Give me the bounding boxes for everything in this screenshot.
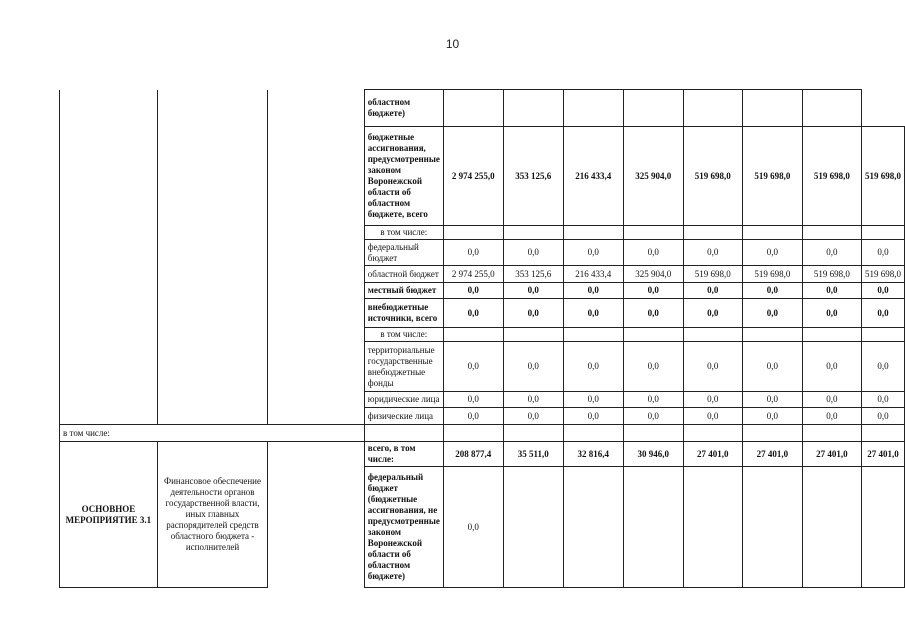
empty-cell [268, 342, 365, 392]
value-cell: 0,0 [862, 240, 905, 266]
empty-cell [268, 442, 365, 588]
value-cell [503, 226, 563, 240]
value-cell [683, 328, 742, 342]
value-cell: 32 816,4 [563, 442, 623, 467]
table-row [60, 408, 905, 425]
value-cell: 0,0 [563, 392, 623, 408]
value-cell: 27 401,0 [683, 442, 742, 467]
empty-cell [157, 127, 267, 226]
row-label: бюджетные ассигнования, предусмотренные законом Воронежской области об областном бюджете, всего [364, 127, 443, 226]
row-label: внебюджетные источники, всего [364, 299, 443, 328]
value-cell: 0,0 [443, 408, 503, 425]
table-row [60, 283, 905, 299]
value-cell: 0,0 [623, 408, 683, 425]
value-cell [503, 425, 563, 442]
value-cell: 0,0 [443, 240, 503, 266]
empty-cell [157, 266, 267, 283]
value-cell [802, 425, 861, 442]
value-cell: 0,0 [683, 342, 742, 392]
empty-cell [157, 408, 267, 425]
value-cell: 325 904,0 [623, 127, 683, 226]
value-cell: 208 877,4 [443, 442, 503, 467]
empty-cell [268, 127, 365, 226]
table-row [60, 226, 905, 240]
empty-cell [268, 240, 365, 266]
value-cell: 0,0 [683, 408, 742, 425]
empty-cell [268, 226, 365, 240]
row-label: территориальные государственные внебюджетные фонды [364, 342, 443, 392]
value-cell [443, 425, 503, 442]
value-cell: 0,0 [802, 240, 861, 266]
value-cell [623, 328, 683, 342]
value-cell [443, 90, 503, 127]
empty-cell [60, 90, 158, 127]
value-cell [563, 90, 623, 127]
empty-cell [60, 240, 158, 266]
empty-cell [60, 299, 158, 328]
row-label: федеральный бюджет [364, 240, 443, 266]
empty-cell [157, 328, 267, 342]
table-row [60, 392, 905, 408]
empty-cell [268, 425, 365, 442]
value-cell: 0,0 [742, 299, 802, 328]
value-cell: 353 125,6 [503, 266, 563, 283]
empty-cell [60, 266, 158, 283]
value-cell: 519 698,0 [862, 127, 905, 226]
empty-cell [268, 90, 365, 127]
value-cell [623, 226, 683, 240]
value-cell: 0,0 [742, 408, 802, 425]
value-cell [802, 90, 861, 127]
row-label: в том числе: [364, 226, 443, 240]
including-label: в том числе: [60, 425, 268, 442]
value-cell: 27 401,0 [802, 442, 861, 467]
value-cell: 0,0 [563, 342, 623, 392]
empty-cell [157, 299, 267, 328]
empty-cell [157, 283, 267, 299]
value-cell: 27 401,0 [862, 442, 905, 467]
row-label: местный бюджет [364, 283, 443, 299]
value-cell: 0,0 [503, 408, 563, 425]
value-cell: 0,0 [443, 392, 503, 408]
value-cell: 0,0 [503, 392, 563, 408]
value-cell: 0,0 [742, 283, 802, 299]
value-cell [862, 328, 905, 342]
value-cell: 0,0 [862, 299, 905, 328]
row-label: областном бюджете) [364, 90, 443, 127]
value-cell: 519 698,0 [742, 127, 802, 226]
value-cell: 519 698,0 [802, 127, 861, 226]
value-cell: 0,0 [623, 392, 683, 408]
value-cell: 0,0 [742, 240, 802, 266]
empty-cell [268, 328, 365, 342]
table-row [60, 127, 905, 226]
value-cell: 2 974 255,0 [443, 266, 503, 283]
value-cell [563, 328, 623, 342]
empty-cell [364, 425, 443, 442]
value-cell [683, 226, 742, 240]
empty-cell [157, 392, 267, 408]
row-label: федеральный бюджет (бюджетные ассигнования, не предусмотренные законом Воронежской области об областном бюджете) [364, 467, 443, 588]
table-row [60, 425, 905, 442]
value-cell [563, 425, 623, 442]
row-label: физические лица [364, 408, 443, 425]
value-cell [443, 226, 503, 240]
value-cell [683, 425, 742, 442]
row-label: юридические лица [364, 392, 443, 408]
empty-cell [60, 283, 158, 299]
value-cell: 0,0 [742, 392, 802, 408]
value-cell [503, 328, 563, 342]
empty-cell [60, 226, 158, 240]
empty-cell [60, 408, 158, 425]
value-cell [503, 467, 563, 588]
value-cell: 0,0 [862, 408, 905, 425]
page-number: 10 [445, 37, 460, 51]
value-cell: 0,0 [563, 283, 623, 299]
value-cell [683, 467, 742, 588]
value-cell: 0,0 [802, 342, 861, 392]
value-cell: 0,0 [503, 283, 563, 299]
value-cell: 0,0 [862, 392, 905, 408]
value-cell: 0,0 [503, 240, 563, 266]
value-cell [802, 328, 861, 342]
value-cell: 0,0 [802, 408, 861, 425]
value-cell: 0,0 [862, 342, 905, 392]
table-row [60, 240, 905, 266]
value-cell [563, 467, 623, 588]
empty-cell [268, 283, 365, 299]
value-cell [623, 425, 683, 442]
value-cell [862, 226, 905, 240]
table-row [60, 442, 905, 467]
budget-table [59, 89, 905, 588]
value-cell: 325 904,0 [623, 266, 683, 283]
value-cell: 0,0 [623, 299, 683, 328]
value-cell [862, 467, 905, 588]
value-cell [862, 425, 905, 442]
value-cell: 0,0 [802, 392, 861, 408]
value-cell: 0,0 [563, 240, 623, 266]
value-cell: 0,0 [443, 283, 503, 299]
value-cell: 519 698,0 [683, 266, 742, 283]
value-cell: 216 433,4 [563, 266, 623, 283]
empty-cell [60, 328, 158, 342]
value-cell: 0,0 [802, 299, 861, 328]
value-cell [802, 226, 861, 240]
value-cell [563, 226, 623, 240]
value-cell: 35 511,0 [503, 442, 563, 467]
value-cell: 0,0 [683, 240, 742, 266]
value-cell: 353 125,6 [503, 127, 563, 226]
value-cell: 519 698,0 [802, 266, 861, 283]
table-row [60, 342, 905, 392]
row-label: всего, в том числе: [364, 442, 443, 467]
value-cell: 0,0 [563, 299, 623, 328]
value-cell: 27 401,0 [742, 442, 802, 467]
empty-cell [157, 342, 267, 392]
row-label: в том числе: [364, 328, 443, 342]
table-row [60, 266, 905, 283]
value-cell: 0,0 [503, 299, 563, 328]
table-row [60, 299, 905, 328]
value-cell [683, 90, 742, 127]
value-cell: 0,0 [563, 408, 623, 425]
value-cell: 0,0 [503, 342, 563, 392]
empty-cell [60, 127, 158, 226]
value-cell [742, 425, 802, 442]
table-row [60, 328, 905, 342]
row-label: областной бюджет [364, 266, 443, 283]
value-cell: 0,0 [623, 342, 683, 392]
value-cell [623, 467, 683, 588]
empty-cell [268, 299, 365, 328]
value-cell: 0,0 [623, 283, 683, 299]
empty-cell [157, 226, 267, 240]
value-cell [503, 90, 563, 127]
value-cell: 0,0 [443, 467, 503, 588]
value-cell [742, 90, 802, 127]
value-cell [742, 226, 802, 240]
value-cell: 519 698,0 [862, 266, 905, 283]
value-cell: 0,0 [443, 342, 503, 392]
empty-cell [157, 90, 267, 127]
value-cell: 0,0 [623, 240, 683, 266]
empty-cell [268, 408, 365, 425]
value-cell [623, 90, 683, 127]
table-row [60, 90, 905, 127]
empty-cell [157, 240, 267, 266]
empty-cell [60, 342, 158, 392]
value-cell [443, 328, 503, 342]
main-event-description: Финансовое обеспечение деятельности органов государственной власти, иных главных распорядителей средств областного бюджета - исполнителей [157, 442, 267, 588]
main-event-title: ОСНОВНОЕ МЕРОПРИЯТИЕ 3.1 [60, 442, 158, 588]
value-cell: 0,0 [802, 283, 861, 299]
value-cell: 2 974 255,0 [443, 127, 503, 226]
value-cell: 519 698,0 [683, 127, 742, 226]
empty-cell [268, 392, 365, 408]
value-cell: 216 433,4 [563, 127, 623, 226]
empty-cell [268, 266, 365, 283]
value-cell: 0,0 [683, 299, 742, 328]
value-cell: 0,0 [683, 392, 742, 408]
empty-cell [60, 392, 158, 408]
value-cell [742, 328, 802, 342]
value-cell: 0,0 [443, 299, 503, 328]
value-cell: 519 698,0 [742, 266, 802, 283]
value-cell [802, 467, 861, 588]
value-cell [742, 467, 802, 588]
value-cell: 0,0 [742, 342, 802, 392]
value-cell: 0,0 [683, 283, 742, 299]
value-cell: 0,0 [862, 283, 905, 299]
value-cell: 30 946,0 [623, 442, 683, 467]
